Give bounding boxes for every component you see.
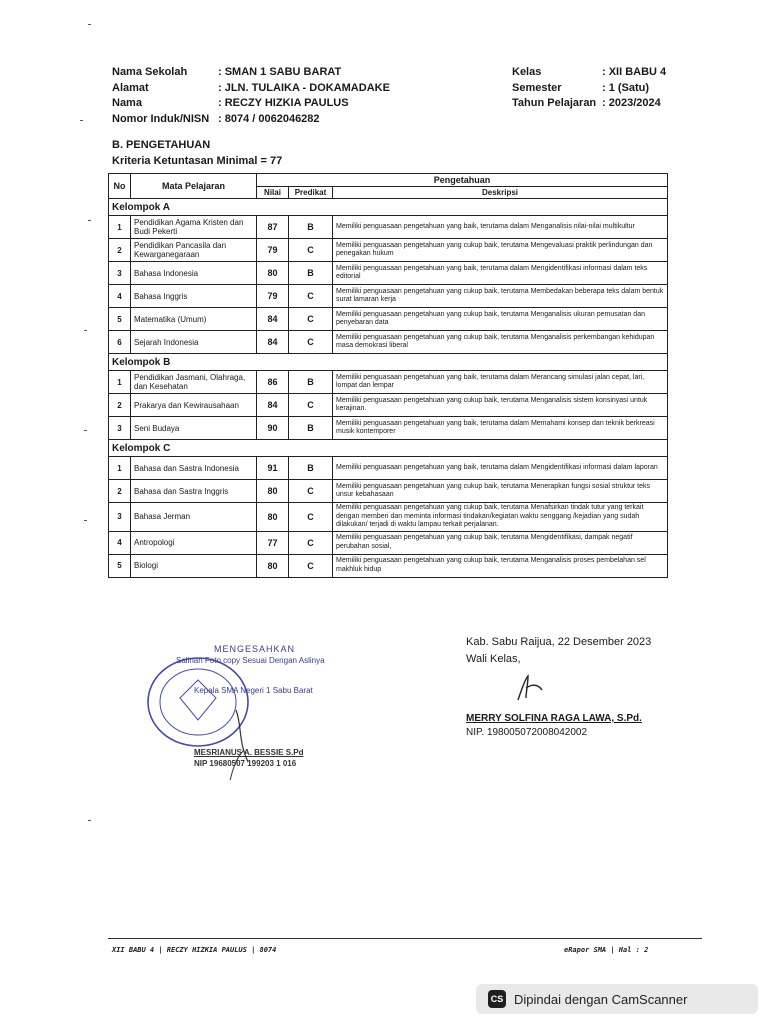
subject-predicate: C: [289, 531, 333, 554]
table-row: [109, 503, 668, 532]
table-row: [109, 554, 668, 577]
group-name: Kelompok A: [109, 199, 668, 216]
table-row: [109, 371, 668, 394]
header-label: Nama: [112, 97, 142, 109]
group-row: [109, 354, 668, 371]
row-number: 2: [109, 394, 131, 417]
subject-score: 80: [257, 554, 289, 577]
row-number: 2: [109, 239, 131, 262]
row-number: 3: [109, 262, 131, 285]
camscanner-badge: [476, 984, 758, 1014]
header-value: : 8074 / 0062046282: [218, 113, 320, 125]
subject-predicate: C: [289, 331, 333, 354]
subject-description: Memiliki penguasaan pengetahuan yang baik, terutama dalam Memahami konsep dan teknik berkreasi musik kontemporer: [333, 417, 668, 440]
header-school: [112, 66, 341, 78]
subject-score: 87: [257, 216, 289, 239]
subject-predicate: C: [289, 239, 333, 262]
camscanner-text: Dipindai dengan CamScanner: [514, 991, 688, 1007]
subject-score: 84: [257, 331, 289, 354]
row-number: 1: [109, 216, 131, 239]
subject-description: Memiliki penguasaan pengetahuan yang cukup baik, terutama Menganalisis ukuran pemusatan dan penyebaran data: [333, 308, 668, 331]
subject-name: Sejarah Indonesia: [131, 331, 257, 354]
signature-block: [466, 634, 651, 738]
col-mapel-header: Mata Pelajaran: [131, 174, 257, 199]
row-number: 2: [109, 480, 131, 503]
scan-mark: [80, 120, 83, 121]
stamp-name: MESRIANUS A. BESSIE S.Pd: [194, 748, 304, 757]
header-label: Nomor Induk/NISN: [112, 113, 210, 125]
scan-mark: [88, 24, 91, 25]
col-pengetahuan-header: Pengetahuan: [257, 174, 668, 187]
header-value: : 1 (Satu): [602, 82, 650, 94]
subject-predicate: B: [289, 216, 333, 239]
table-row: [109, 308, 668, 331]
col-nilai-header: Nilai: [257, 187, 289, 199]
row-number: 1: [109, 371, 131, 394]
grades-body: [109, 199, 668, 578]
subject-score: 79: [257, 239, 289, 262]
subject-score: 90: [257, 417, 289, 440]
stamp-line1: Salinan Foto copy Sesuai Dengan Aslinya: [176, 656, 325, 665]
subject-name: Pendidikan Pancasila dan Kewarganegaraan: [131, 239, 257, 262]
header-label: Semester: [512, 82, 562, 94]
subject-description: Memiliki penguasaan pengetahuan yang baik, terutama dalam Menganalisis nilai-nilai multikultur: [333, 216, 668, 239]
subject-predicate: C: [289, 554, 333, 577]
table-row: [109, 457, 668, 480]
subject-score: 80: [257, 262, 289, 285]
subject-score: 80: [257, 503, 289, 532]
table-row: [109, 216, 668, 239]
camscanner-logo-icon: CS: [488, 990, 506, 1008]
subject-description: Memiliki penguasaan pengetahuan yang baik, terutama dalam Merancang simulasi jalan cepat, lari, lompat dan lempar: [333, 371, 668, 394]
subject-name: Seni Budaya: [131, 417, 257, 440]
subject-name: Bahasa Jerman: [131, 503, 257, 532]
section-title: B. PENGETAHUAN: [112, 139, 211, 151]
scan-mark: [88, 820, 91, 821]
header-label: Kelas: [512, 66, 542, 78]
row-number: 4: [109, 285, 131, 308]
grades-table: [108, 173, 668, 578]
header-nisn: [112, 113, 320, 125]
subject-score: 86: [257, 371, 289, 394]
group-row: [109, 440, 668, 457]
header-semester: [512, 82, 649, 94]
subject-score: 91: [257, 457, 289, 480]
subject-predicate: B: [289, 457, 333, 480]
stamp-title: MENGESAHKAN: [214, 644, 296, 654]
scan-mark: [88, 220, 91, 221]
subject-score: 79: [257, 285, 289, 308]
table-row: [109, 480, 668, 503]
row-number: 5: [109, 554, 131, 577]
col-deskripsi-header: Deskripsi: [333, 187, 668, 199]
row-number: 3: [109, 417, 131, 440]
subject-description: Memiliki penguasaan pengetahuan yang cukup baik, terutama Menerapkan fungsi sosial struktur teks unsur kebahasaan: [333, 480, 668, 503]
subject-predicate: C: [289, 480, 333, 503]
subject-name: Pendidikan Agama Kristen dan Budi Pekerti: [131, 216, 257, 239]
header-label: Nama Sekolah: [112, 66, 188, 78]
subject-name: Bahasa Inggris: [131, 285, 257, 308]
subject-description: Memiliki penguasaan pengetahuan yang cukup baik, terutama Mengevaluasi praktik perlindungan dan penegakan hukum: [333, 239, 668, 262]
subject-name: Bahasa Indonesia: [131, 262, 257, 285]
subject-predicate: B: [289, 417, 333, 440]
subject-description: Memiliki penguasaan pengetahuan yang cukup baik, terutama Menafsirkan tindak tutur yang terkait dengan memberi dan meminta informasi tindakan/kegiatan waktu senggang /kejadian yang sudah dilakukan/ terjadi di waktu lampau terkait perjalanan.: [333, 503, 668, 532]
subject-name: Prakarya dan Kewirausahaan: [131, 394, 257, 417]
scan-mark: [84, 520, 87, 521]
subject-name: Biologi: [131, 554, 257, 577]
col-no-header: No: [109, 174, 131, 199]
header-value: : JLN. TULAIKA - DOKAMADAKE: [218, 82, 390, 94]
row-number: 6: [109, 331, 131, 354]
subject-name: Antropologi: [131, 531, 257, 554]
header-label: Alamat: [112, 82, 149, 94]
subject-description: Memiliki penguasaan pengetahuan yang baik, terutama dalam Mengidentifikasi informasi dalam laporan: [333, 457, 668, 480]
row-number: 3: [109, 503, 131, 532]
signature-name: MERRY SOLFINA RAGA LAWA, S.Pd.: [466, 713, 642, 724]
header-address: [112, 82, 390, 94]
subject-name: Matematika (Umum): [131, 308, 257, 331]
subject-score: 84: [257, 308, 289, 331]
subject-description: Memiliki penguasaan pengetahuan yang cukup baik, terutama Menganalisis proses pembelahan sel makhluk hidup: [333, 554, 668, 577]
header-year: [512, 97, 661, 109]
subject-description: Memiliki penguasaan pengetahuan yang cukup baik, terutama Menganalisis perkembangan kehidupan masa demokrasi liberal: [333, 331, 668, 354]
subject-predicate: C: [289, 503, 333, 532]
subject-predicate: C: [289, 308, 333, 331]
scan-mark: [84, 430, 87, 431]
group-row: [109, 199, 668, 216]
subject-description: Memiliki penguasaan pengetahuan yang baik, terutama dalam Mengidentifikasi informasi dalam teks editorial: [333, 262, 668, 285]
subject-predicate: C: [289, 394, 333, 417]
footer-right-text: eRapor SMA | Hal : 2: [564, 946, 649, 954]
table-row: [109, 331, 668, 354]
group-name: Kelompok B: [109, 354, 668, 371]
footer-left-text: XII BABU 4 | RECZY HIZKIA PAULUS | 8074: [112, 946, 277, 954]
subject-name: Pendidikan Jasmani, Olahraga, dan Kesehatan: [131, 371, 257, 394]
footer-divider: [108, 938, 702, 939]
subject-description: Memiliki penguasaan pengetahuan yang cukup baik, terutama Membedakan beberapa teks dalam bentuk surat lamaran kerja: [333, 285, 668, 308]
table-row: [109, 531, 668, 554]
subject-name: Bahasa dan Sastra Inggris: [131, 480, 257, 503]
table-row: [109, 417, 668, 440]
row-number: 4: [109, 531, 131, 554]
subject-predicate: B: [289, 371, 333, 394]
stamp-line2: Kepala SMA Negeri 1 Sabu Barat: [194, 686, 313, 695]
table-row: [109, 285, 668, 308]
subject-score: 84: [257, 394, 289, 417]
signature-nip: NIP. 198005072008042002: [466, 727, 588, 738]
header-value: : XII BABU 4: [602, 66, 667, 78]
header-label: Tahun Pelajaran: [512, 97, 597, 109]
col-predikat-header: Predikat: [289, 187, 333, 199]
table-row: [109, 262, 668, 285]
header-name: [112, 97, 349, 109]
signature-role: Wali Kelas,: [466, 653, 521, 665]
subject-score: 80: [257, 480, 289, 503]
kkm-label: Kriteria Ketuntasan Minimal = 77: [112, 155, 283, 167]
subject-predicate: C: [289, 285, 333, 308]
stamp-nip: NIP 19680507 199203 1 016: [194, 759, 297, 768]
subject-name: Bahasa dan Sastra Indonesia: [131, 457, 257, 480]
header-value: : SMAN 1 SABU BARAT: [218, 66, 342, 78]
header-value: : RECZY HIZKIA PAULUS: [218, 97, 349, 109]
subject-predicate: B: [289, 262, 333, 285]
signature-place-date: Kab. Sabu Raijua, 22 Desember 2023: [466, 636, 652, 648]
subject-score: 77: [257, 531, 289, 554]
group-name: Kelompok C: [109, 440, 668, 457]
table-row: [109, 239, 668, 262]
scan-mark: [84, 330, 87, 331]
school-stamp: [140, 640, 360, 780]
row-number: 1: [109, 457, 131, 480]
header-class: [512, 66, 666, 78]
table-row: [109, 394, 668, 417]
signature-space: [466, 668, 651, 710]
signature-scribble-icon: [512, 670, 552, 704]
row-number: 5: [109, 308, 131, 331]
subject-description: Memiliki penguasaan pengetahuan yang cukup baik, terutama Mengidentifikasi, dampak negatif perubahan sosial,: [333, 531, 668, 554]
subject-description: Memiliki penguasaan pengetahuan yang cukup baik, terutama Menganalisis sistem konsinyasi untuk kerajinan.: [333, 394, 668, 417]
header-value: : 2023/2024: [602, 97, 661, 109]
